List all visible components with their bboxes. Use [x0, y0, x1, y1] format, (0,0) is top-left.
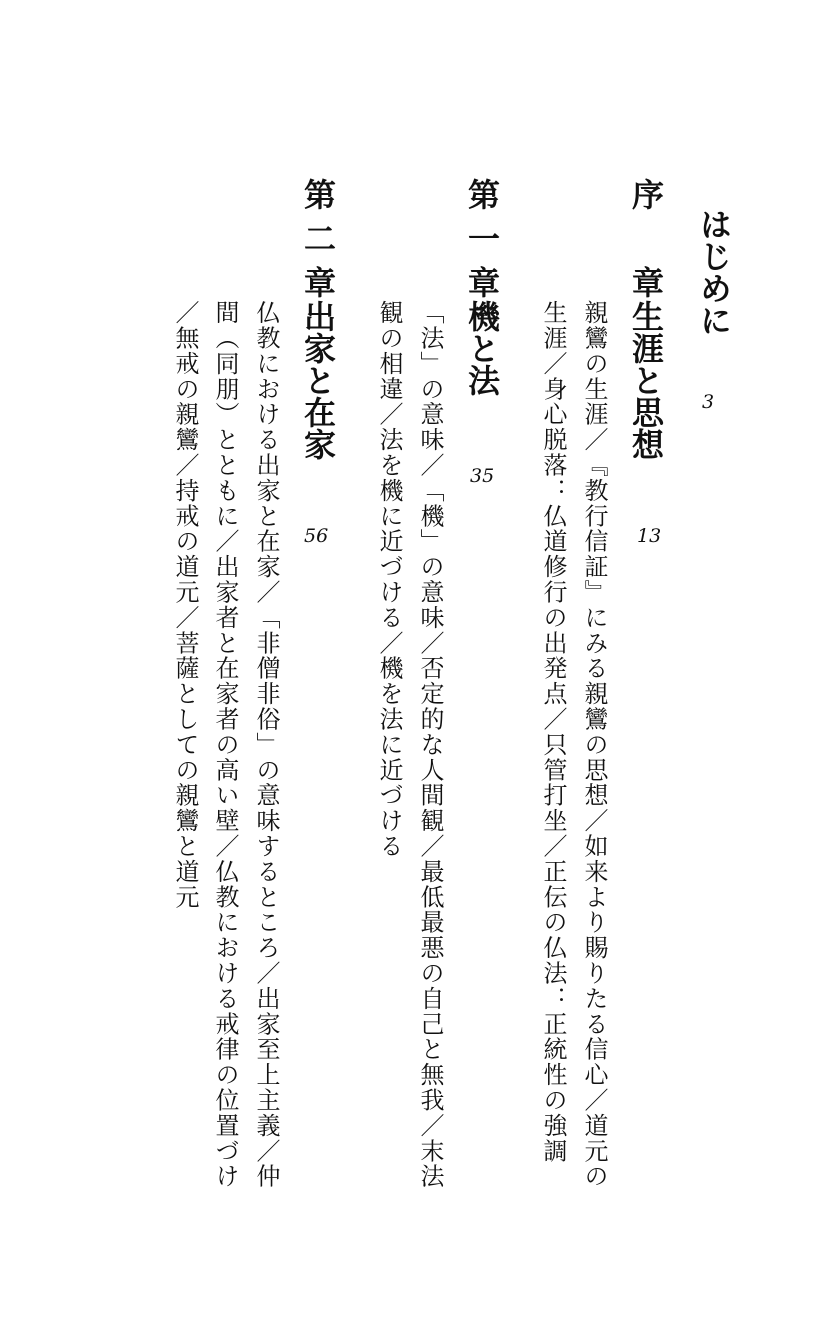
hajimeni-page-number: 3: [702, 391, 715, 413]
chapter2-desc-line-1: 仏教における出家と在家／「非僧非俗」の意味するところ／出家至上主義／仲: [252, 300, 280, 1189]
chapter2-label: 第二章: [299, 178, 337, 310]
joshou-desc-line-2: 生涯／身心脱落：仏道修行の出発点／只管打坐／正伝の仏法：正統性の強調: [539, 300, 567, 1164]
joshou-desc-line-1: 親鸞の生涯／『教行信証』にみる親鸞の思想／如来より賜りたる信心／道元の: [580, 300, 608, 1189]
hajimeni-heading: はじめに: [695, 208, 733, 336]
chapter1-page-number: 35: [470, 465, 495, 487]
chapter2-page-number: 56: [304, 525, 329, 547]
joshou-title: 生涯と思想: [627, 300, 665, 460]
joshou-page-number: 13: [637, 525, 662, 547]
chapter1-desc-line-1: 「法」の意味／「機」の意味／否定的な人間観／最低最悪の自己と無我／末法: [416, 300, 444, 1189]
chapter2-desc-line-3: ／無戒の親鸞／持戒の道元／菩薩としての親鸞と道元: [171, 300, 199, 910]
chapter2-title: 出家と在家: [299, 300, 337, 460]
chapter1-desc-line-2: 観の相違／法を機に近づける／機を法に近づける: [375, 300, 403, 859]
chapter1-title: 機と法: [463, 300, 501, 396]
joshou-label: 序 章: [627, 178, 665, 310]
chapter2-desc-line-2: 間（同朋）とともに／出家者と在家者の高い壁／仏教における戒律の位置づけ: [211, 300, 239, 1189]
chapter1-label: 第一章: [463, 178, 501, 310]
